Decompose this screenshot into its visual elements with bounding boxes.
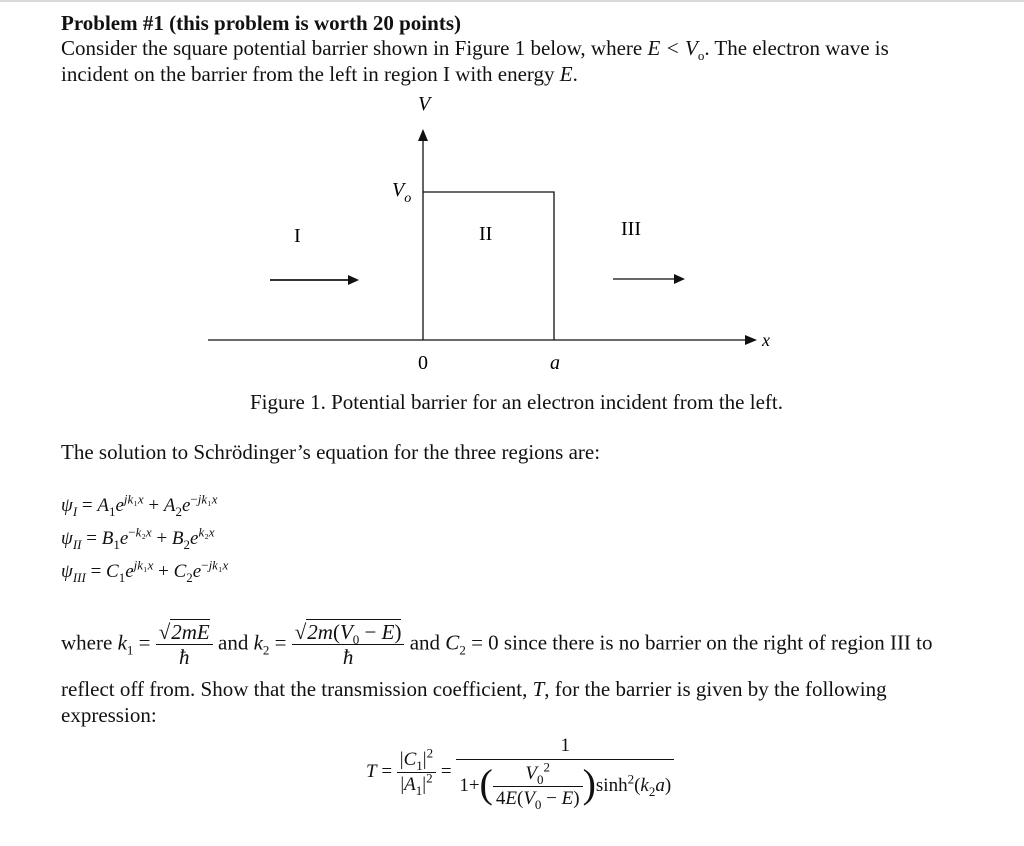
barrier-height-label: $V_o$ [392, 179, 412, 206]
region-label-II: II [479, 223, 493, 245]
transmitted-arrow-head-icon [674, 274, 685, 284]
equation-psi-I: $\psi_I = A_1e^{jk_1x} + A_2e^{-jk_1x}$ [61, 491, 218, 519]
inequality: E < V [647, 36, 698, 60]
x-axis-arrow-icon [745, 335, 757, 345]
k2-fraction: $\frac{√2m(V_0 - E)}{ħ}$ [292, 620, 405, 669]
solution-intro: The solution to Schrödinger’s equation for the three regions are: [61, 440, 601, 464]
transmission-formula: T = $\frac{|C_1|^2}{|A_1|^2}$ = 1 1+( $\frac{V_0^2}{4E(V_0 - E)}$ )$\sinh^2(k_2a)$ [366, 733, 674, 811]
k-definitions: where $k_1$ = $\frac{√2mE}{ħ}$ and $k_2$ = $\frac{√2m(V_0 - E)}{ħ}$ and $C_2 = 0$ since there is no barrier on the right of region III to [61, 620, 933, 669]
potential-barrier-figure [0, 0, 1024, 420]
barrier-outline [423, 192, 554, 340]
y-axis-label: V [418, 93, 431, 115]
intro-text: Consider the square potential barrier shown in Figure 1 below, where [61, 36, 648, 60]
region-label-I: I [294, 225, 301, 247]
intro-text: . The electron wave is [704, 36, 889, 60]
subscript: o [697, 48, 705, 64]
intro-text: incident on the barrier from the left in region I with energy [61, 62, 560, 86]
x-tick-zero: 0 [418, 352, 428, 374]
y-axis-arrow-icon [418, 129, 428, 141]
equation-psi-II: $\psi_{II} = B_1e^{-k_2x} + B_2e^{k_2x}$ [61, 524, 215, 552]
expression-label: expression: [61, 703, 157, 727]
k1-fraction: $\frac{√2mE}{ħ}$ [156, 620, 213, 669]
period: . [572, 62, 578, 86]
instruction-line: reflect off from. Show that the transmission coefficient, T, for the barrier is given by the following [61, 677, 887, 701]
figure-caption: Figure 1. Potential barrier for an electron incident from the left. [250, 390, 783, 414]
region-label-III: III [621, 218, 641, 240]
problem-title: Problem #1 (this problem is worth 20 points) [61, 11, 461, 35]
x-tick-a: a [550, 352, 560, 374]
x-axis-label: x [762, 330, 770, 350]
energy-symbol: E [559, 62, 573, 86]
equation-psi-III: $\psi_{III} = C_1e^{jk_1x} + C_2e^{-jk_1x}$ [61, 557, 229, 585]
incident-arrow-head-icon [348, 275, 359, 285]
